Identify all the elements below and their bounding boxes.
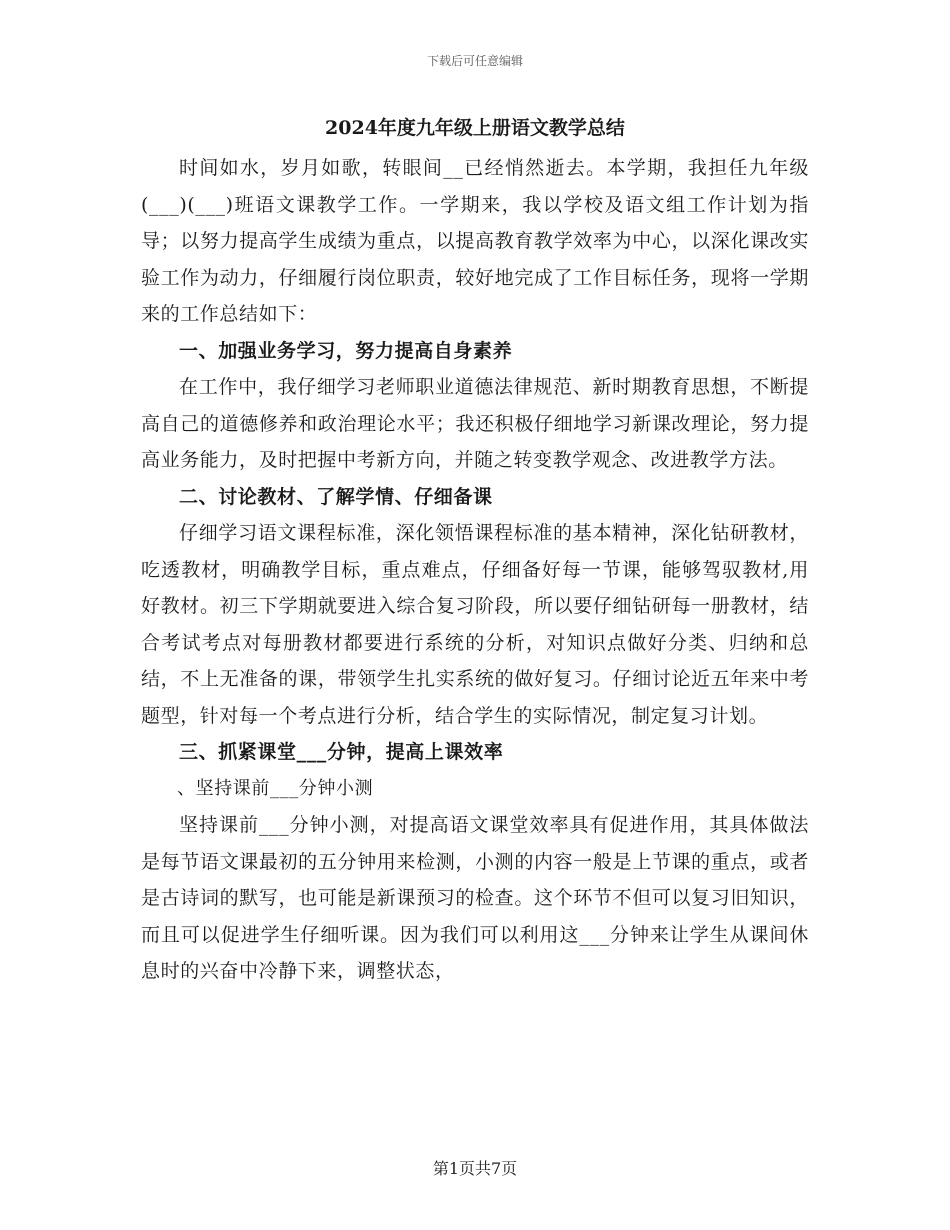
header-note: 下载后可任意编辑 [426, 54, 523, 68]
section-3-body: 坚持课前___分钟小测，对提高语文课堂效率具有促进作用，其具体做法是每节语文课最初的五分钟用来检测，小测的内容一般是上节课的重点，或者是古诗词的默写，也可能是新课预习的检查。这个环节不但可以复习旧知识，而且可以促进学生仔细听课。因为我们可以利用这___分钟来让学生从课间休息时的兴奋中冷静下来，调整状态， [141, 814, 809, 982]
section-3-subheading: 、坚持课前___分钟小测 [177, 777, 374, 799]
section-2-heading: 二、讨论教材、了解学情、仔细备课 [179, 485, 493, 508]
intro-paragraph: 时间如水，岁月如歌，转眼间__已经悄然逝去。本学期，我担任九年级(___)(___)班语文课教学工作。一学期来，我以学校及语文组工作计划为指导；以努力提高学生成绩为重点，以提高教育教学效率为中心，以深化课改实验工作为动力，仔细履行岗位职责，较好地完成了工作目标任务，现将一学期来的工作总结如下： [141, 157, 809, 325]
section-1-body: 在工作中，我仔细学习老师职业道德法律规范、新时期教育思想，不断提高自己的道德修养和政治理论水平；我还积极仔细地学习新课改理论，努力提高业务能力，及时把握中考新方向，并随之转变教学观念、改进教学方法。 [141, 376, 809, 471]
section-3-heading: 三、抓紧课堂___分钟，提高上课效率 [179, 741, 504, 763]
section-1-heading: 一、加强业务学习，努力提高自身素养 [179, 339, 513, 362]
document-title: 2024年度九年级上册语文教学总结 [325, 117, 625, 139]
document-page [141, 112, 809, 990]
section-2-body: 仔细学习语文课程标准，深化领悟课程标准的基本精神，深化钻研教材，吃透教材，明确教学目标，重点难点，仔细备好每一节课，能够驾驭教材,用好教材。初三下学期就要进入综合复习阶段，所以要仔细钻研每一册教材，结合考试考点对每册教材都要进行系统的分析，对知识点做好分类、归纳和总结，不上无准备的课，带领学生扎实系统的做好复习。仔细讨论近五年来中考题型，针对每一个考点进行分析，结合学生的实际情况，制定复习计划。 [141, 522, 809, 727]
page-footer: 第1页共7页 [432, 1159, 518, 1178]
